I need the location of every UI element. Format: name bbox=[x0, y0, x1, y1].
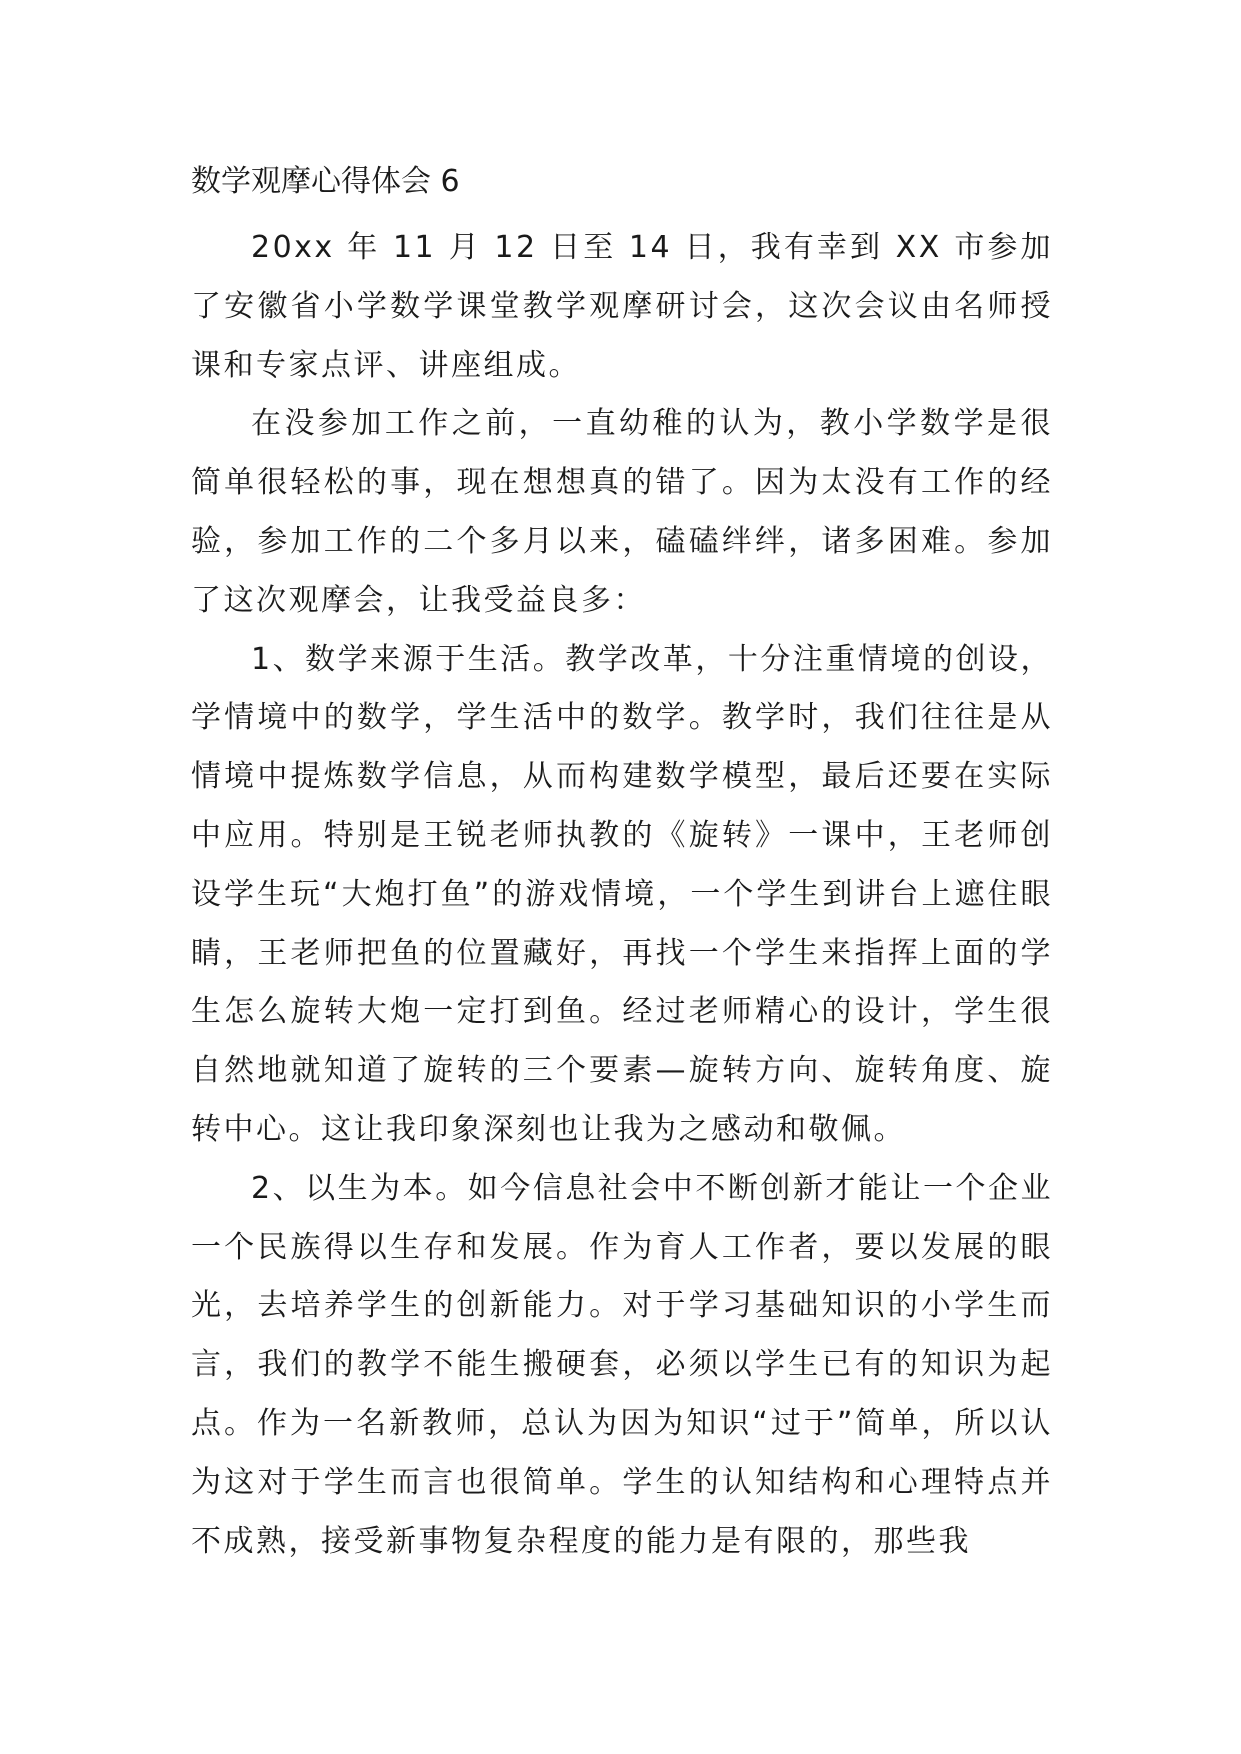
document-title: 数学观摩心得体会 6 bbox=[191, 164, 460, 199]
paragraph-background: 在没参加工作之前，一直幼稚的认为，教小学数学是很简单很轻松的事，现在想想真的错了。因为太没有工作的经验，参加工作的二个多月以来，磕磕绊绊，诸多困难。参加了这次观摩会，让我受益良多： bbox=[191, 406, 1053, 618]
document-body bbox=[191, 219, 1053, 1571]
paragraph-point-1: 1、数学来源于生活。教学改革，十分注重情境的创设，学情境中的数学，学生活中的数学。教学时，我们往往是从情境中提炼数学信息，从而构建数学模型，最后还要在实际中应用。特别是王锐老师执教的《旋转》一课中，王老师创设学生玩“大炮打鱼”的游戏情境，一个学生到讲台上遮住眼睛，王老师把鱼的位置藏好，再找一个学生来指挥上面的学生怎么旋转大炮一定打到鱼。经过老师精心的设计，学生很自然地就知道了旋转的三个要素—旋转方向、旋转角度、旋转中心。这让我印象深刻也让我为之感动和敬佩。 bbox=[191, 641, 1053, 1147]
paragraph-intro: 20xx 年 11 月 12 日至 14 日，我有幸到 XX 市参加了安徽省小学数学课堂教学观摩研讨会，这次会议由名师授课和专家点评、讲座组成。 bbox=[191, 230, 1053, 383]
paragraph-point-2: 2、以生为本。如今信息社会中不断创新才能让一个企业一个民族得以生存和发展。作为育人工作者，要以发展的眼光，去培养学生的创新能力。对于学习基础知识的小学生而言，我们的教学不能生搬硬套，必须以学生已有的知识为起点。作为一名新教师，总认为因为知识“过于”简单，所以认为这对于学生而言也很简单。学生的认知结构和心理特点并不成熟，接受新事物复杂程度的能力是有限的，那些我 bbox=[191, 1170, 1053, 1559]
